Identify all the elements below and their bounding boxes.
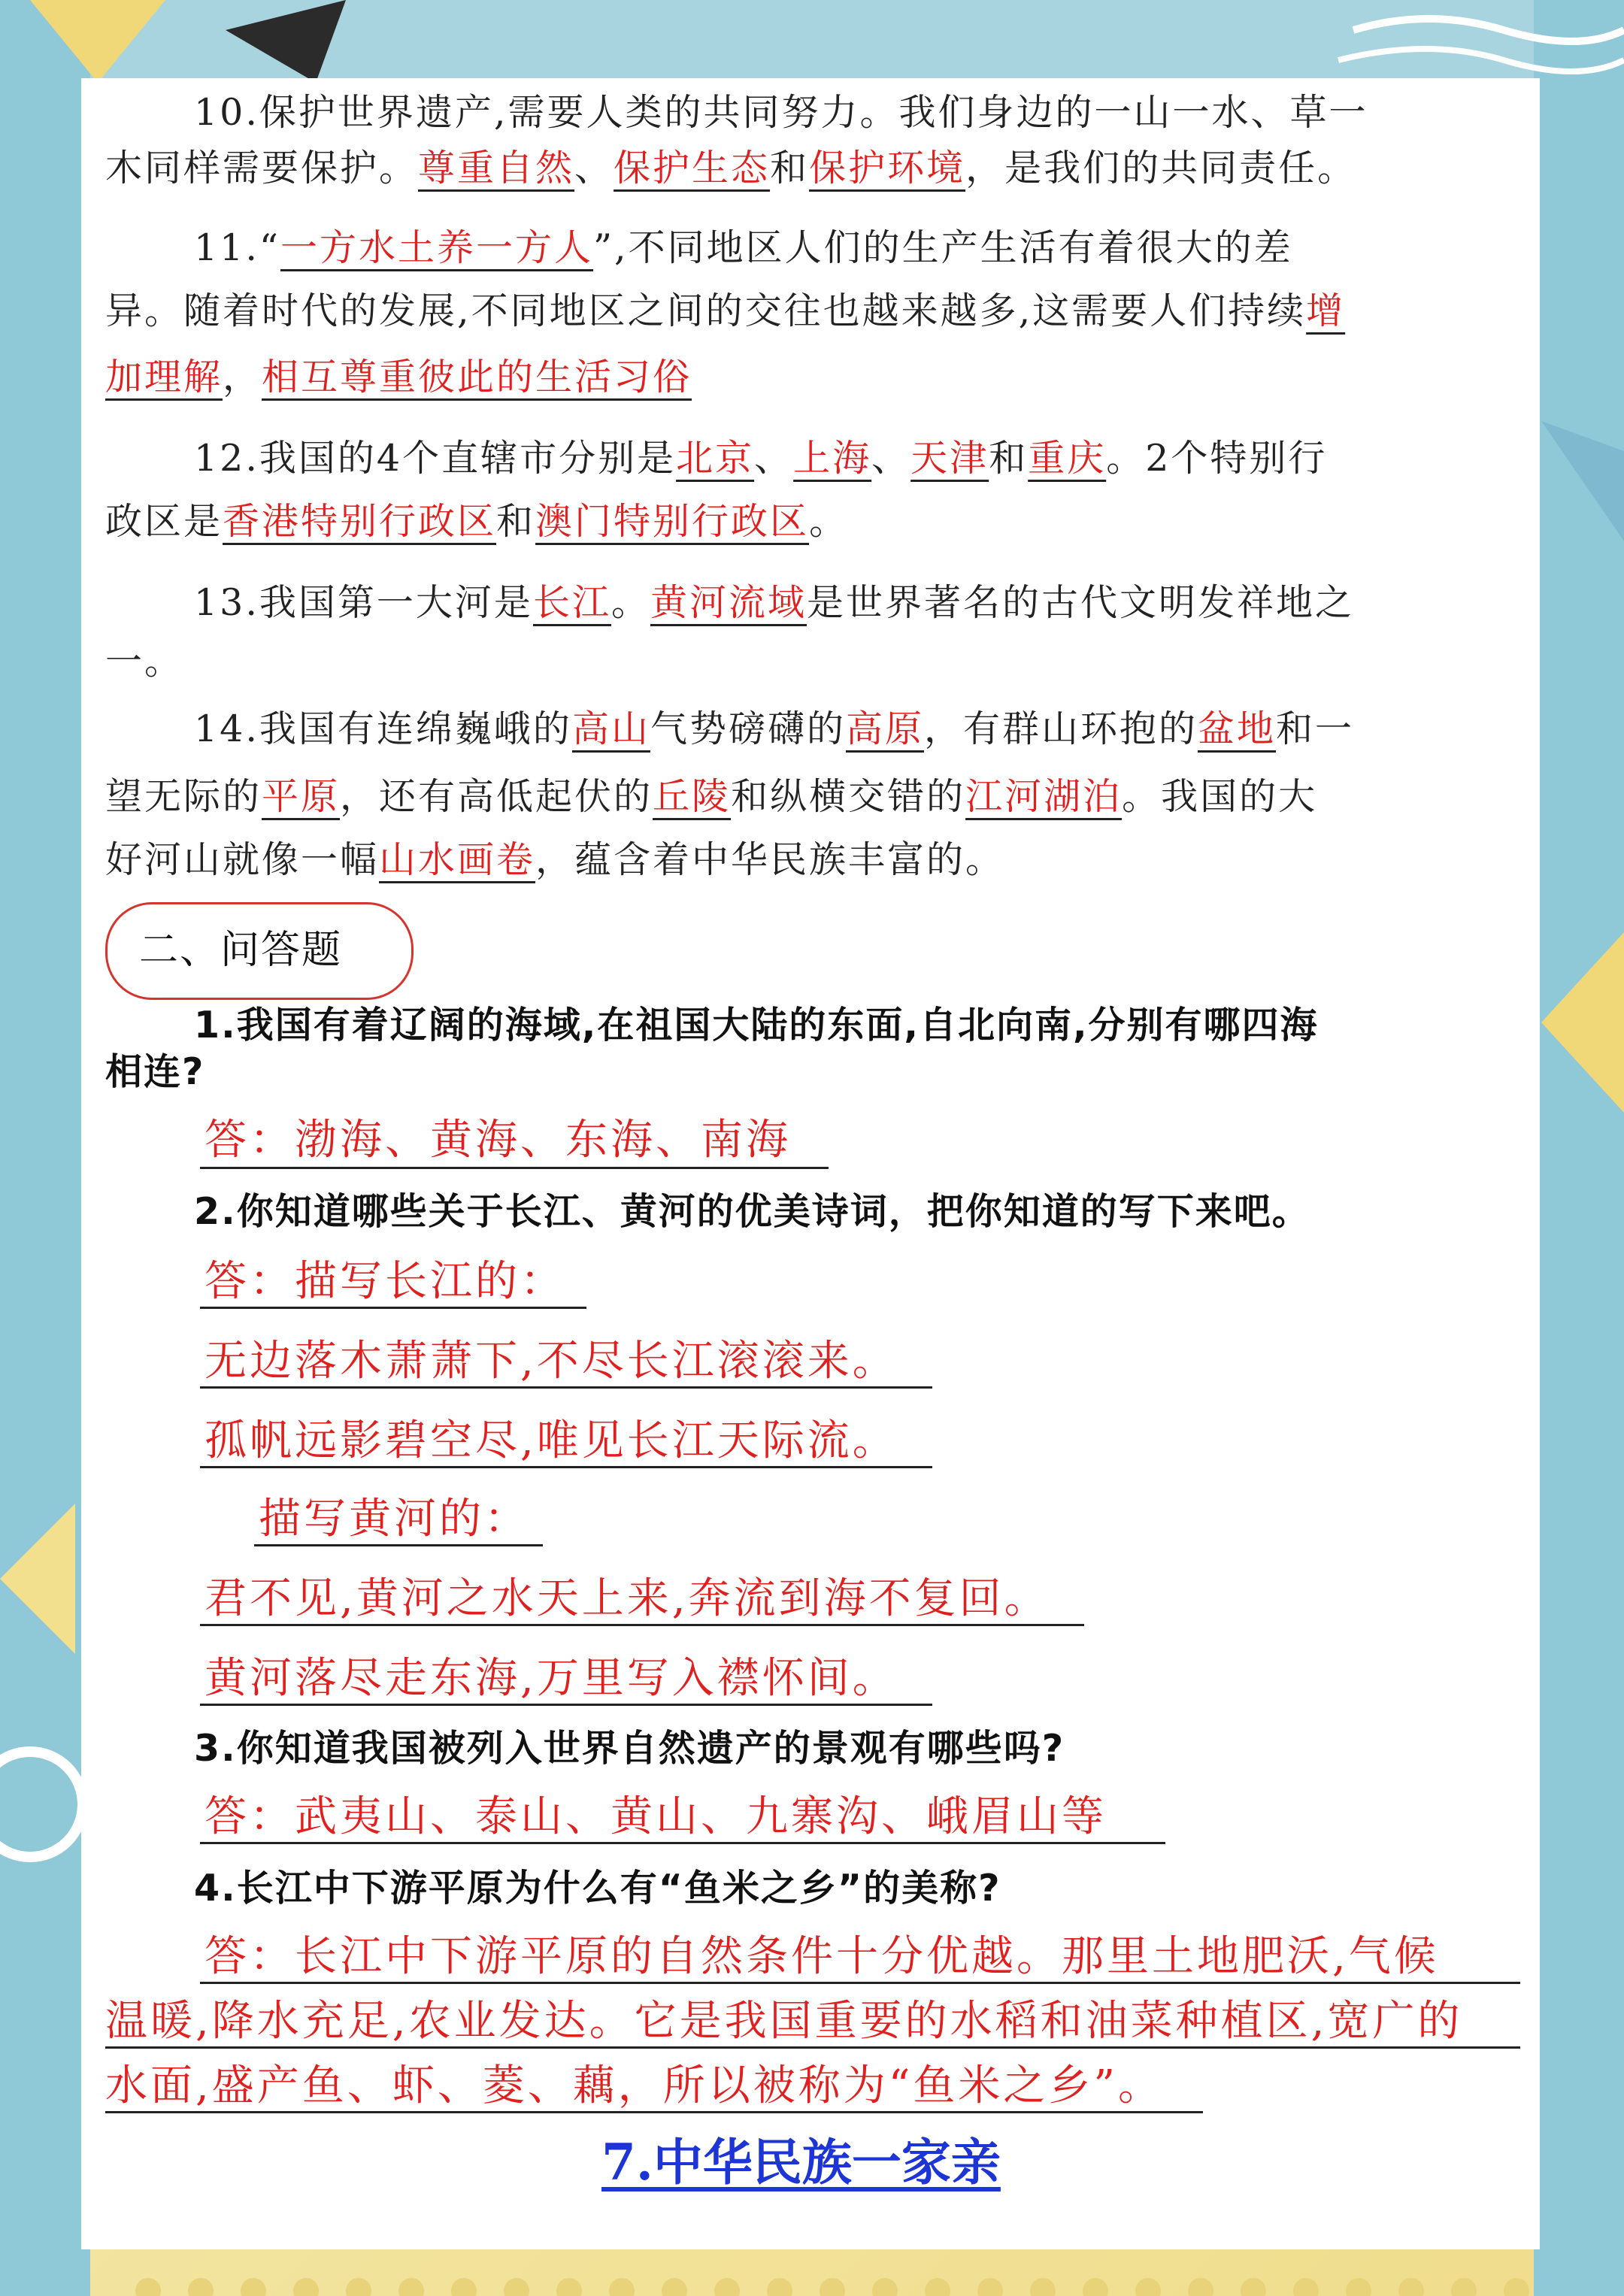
answer-blank: 高原: [845, 707, 924, 750]
item-12-line-1: 12.我国的4个直辖市分别是北京、上海、天津和重庆。2个特别行: [194, 437, 1328, 480]
answer-4-line-3: 水面,盛产鱼、虾、菱、藕，所以被称为“鱼米之乡”。: [105, 2061, 1164, 2110]
answer-blank: 江河湖泊: [965, 775, 1123, 818]
answer-blank: 增: [1306, 289, 1346, 332]
item-13-line-2: 一。: [105, 640, 184, 683]
answer-4-line-1: 答：长江中下游平原的自然条件十分优越。那里土地肥沃,气候: [205, 1932, 1439, 1981]
answer-blank: 山水画卷: [379, 838, 536, 881]
answer-underline: [254, 1544, 543, 1546]
question-2: 2.你知道哪些关于长江、黄河的优美诗词，把你知道的写下来吧。: [194, 1190, 1310, 1233]
answer-blank: 高山: [571, 707, 650, 750]
answer-blank: 上海: [793, 437, 872, 480]
answer-4-line-2: 温暖,降水充足,农业发达。它是我国重要的水稻和油菜种植区,宽广的: [105, 1997, 1463, 2046]
answer-blank: 长江: [532, 581, 611, 624]
answer-underline: [200, 1704, 932, 1706]
answer-underline: [200, 1466, 932, 1468]
item-14-line-3: 好河山就像一幅山水画卷，蕴含着中华民族丰富的。: [105, 838, 1005, 881]
item-11-line-2: 异。随着时代的发展,不同地区之间的交往也越来越多,这需要人们持续增: [105, 289, 1346, 332]
answer-blank: 丘陵: [653, 775, 732, 818]
answer-underline: [200, 1167, 829, 1169]
answer-blank: 香港特别行政区: [223, 500, 497, 543]
answer-2-poem-2: 孤帆远影碧空尽,唯见长江天际流。: [205, 1416, 898, 1465]
answer-blank: 平原: [262, 775, 341, 818]
answer-underline: [105, 2046, 1520, 2049]
section-title: 二、问答题: [139, 928, 343, 973]
question-1-line-2: 相连?: [105, 1050, 205, 1093]
scallop-border: [135, 2266, 1564, 2296]
answer-2-poem-1: 无边落木萧萧下,不尽长江滚滚来。: [205, 1337, 898, 1386]
section-header-qa: [105, 902, 414, 1000]
question-4: 4.长江中下游平原为什么有“鱼米之乡”的美称?: [194, 1867, 1001, 1910]
answer-blank: 相互尊重彼此的生活习俗: [262, 356, 692, 398]
answer-underline: [200, 1624, 1084, 1626]
item-14-line-1: 14.我国有连绵巍峨的高山气势磅礴的高原，有群山环抱的盆地和一: [194, 707, 1355, 750]
answer-1: 答：渤海、黄海、东海、南海: [205, 1116, 791, 1165]
answer-underline: [200, 1982, 1520, 1984]
item-14-line-2: 望无际的平原，还有高低起伏的丘陵和纵横交错的江河湖泊。我国的大: [105, 775, 1318, 818]
next-chapter-title: 7.中华民族一家亲: [601, 2133, 1001, 2191]
question-1-line-1: 1.我国有着辽阔的海域,在祖国大陆的东面,自北向南,分别有哪四海: [194, 1004, 1319, 1047]
answer-underline: [105, 2111, 1203, 2113]
answer-underline: [200, 1842, 1165, 1844]
answer-blank: 北京: [676, 437, 755, 480]
answer-blank: 重庆: [1028, 437, 1107, 480]
item-10-line-1: 10.保护世界遗产,需要人类的共同努力。我们身边的一山一水、草一: [194, 91, 1368, 134]
answer-blank: 盆地: [1198, 707, 1277, 750]
answer-underline: [200, 1307, 586, 1309]
answer-blank: 保护生态: [614, 147, 771, 189]
answer-2-heading-changjiang: 答：描写长江的：: [205, 1257, 565, 1306]
item-11-line-1: 11.“一方水土养一方人”,不同地区人们的生产生活有着很大的差: [194, 226, 1293, 269]
item-10-line-2: 木同样需要保护。尊重自然、保护生态和保护环境，是我们的共同责任。: [105, 147, 1357, 189]
answer-3: 答：武夷山、泰山、黄山、九寨沟、峨眉山等: [205, 1792, 1107, 1841]
question-3: 3.你知道我国被列入世界自然遗产的景观有哪些吗?: [194, 1727, 1065, 1770]
answer-underline: [200, 1386, 932, 1389]
answer-blank: 澳门特别行政区: [535, 500, 810, 543]
answer-blank: 黄河流域: [650, 581, 807, 624]
answer-2-poem-4: 黄河落尽走东海,万里写入襟怀间。: [205, 1654, 898, 1703]
answer-blank: 天津: [910, 437, 989, 480]
answer-blank: 保护环境: [809, 147, 966, 189]
answer-blank: 一方水土养一方人: [280, 226, 593, 269]
answer-2-heading-huanghe: 描写黄河的：: [259, 1495, 529, 1543]
answer-blank: 尊重自然: [418, 147, 575, 189]
answer-blank: 加理解: [105, 356, 223, 398]
item-12-line-2: 政区是香港特别行政区和澳门特别行政区。: [105, 500, 849, 543]
answer-2-poem-3: 君不见,黄河之水天上来,奔流到海不复回。: [205, 1574, 1050, 1623]
item-11-line-3: 加理解，相互尊重彼此的生活习俗: [105, 356, 692, 398]
item-13-line-1: 13.我国第一大河是长江。黄河流域是世界著名的古代文明发祥地之: [194, 581, 1354, 624]
